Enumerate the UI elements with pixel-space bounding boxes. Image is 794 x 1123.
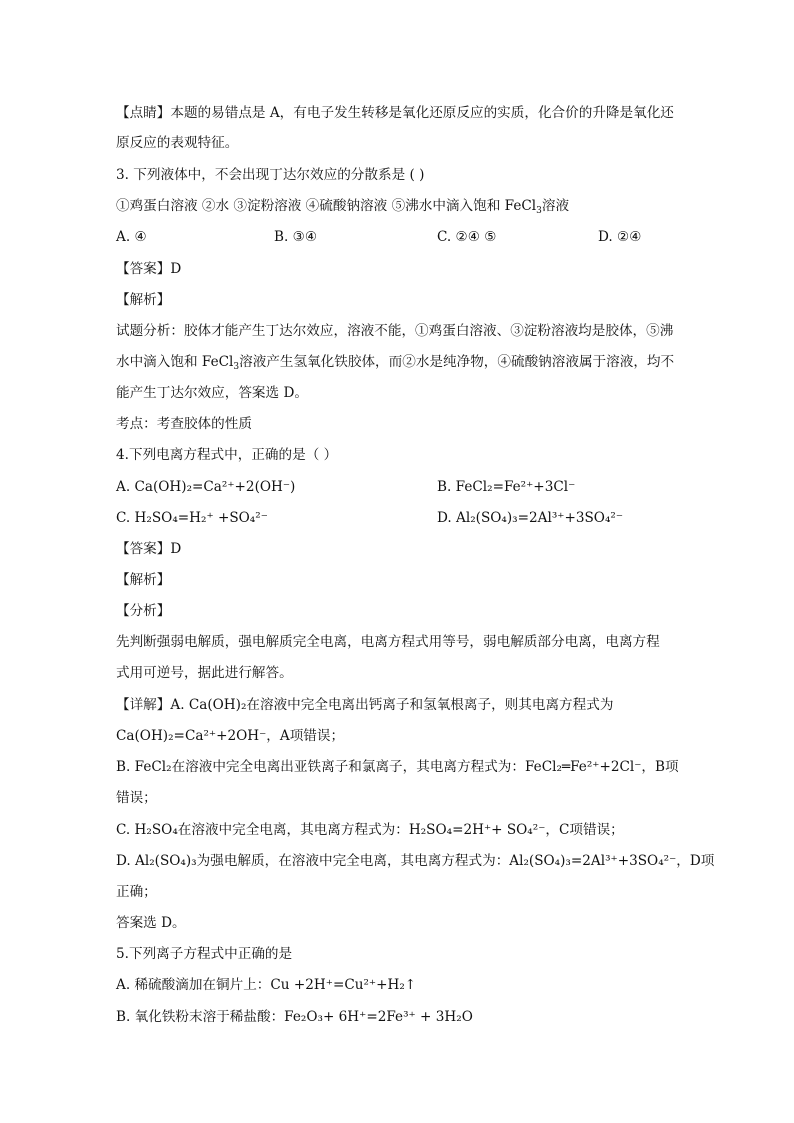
- q4-fenxi-label: 【分析】: [116, 603, 171, 619]
- q4-option-b: B. FeCl₂=Fe²⁺+3Cl⁻: [437, 479, 576, 495]
- q4-detail-7: 正确；: [116, 884, 157, 900]
- q3-analysis-2b: 溶液产生氢氧化铁胶体，而②水是纯净物，④硫酸钠溶液属于溶液，均不: [239, 354, 675, 370]
- q5-stem: 5.下列离子方程式中正确的是: [116, 946, 293, 962]
- q4-detail-text-1: A. Ca(OH)₂在溶液中完全电离出钙离子和氢氧根离子，则其电离方程式为: [170, 697, 614, 713]
- tip-label: 【点睛】: [116, 105, 171, 121]
- q4-option-c: C. H₂SO₄=H₂⁺ +SO₄²⁻: [116, 510, 268, 526]
- q4-detail-6: D. Al₂(SO₄)₃为强电解质，在溶液中完全电离，其电离方程式为：Al₂(SO₄)₃=2Al³⁺+3SO₄²⁻，D项: [116, 853, 715, 869]
- q3-analysis-1: 试题分析：胶体才能产生丁达尔效应，溶液不能，①鸡蛋白溶液、③淀粉溶液均是胶体，⑤沸: [116, 323, 674, 339]
- q3-analysis-2: [116, 352, 674, 377]
- q4-detail-8: 答案选 D。: [116, 915, 186, 931]
- tip-text-1: 本题的易错点是 A，有电子发生转移是氧化还原反应的实质，化合价的升降是氧化还: [170, 105, 674, 121]
- q3-items-sub: 3: [536, 206, 542, 216]
- q5-option-a: A. 稀硫酸滴加在铜片上：Cu +2H⁺=Cu²⁺+H₂↑: [116, 977, 417, 993]
- q4-option-d: D. Al₂(SO₄)₃=2Al³⁺+3SO₄²⁻: [437, 510, 624, 526]
- q3-items: [116, 196, 569, 221]
- q4-option-a: A. Ca(OH)₂=Ca²⁺+2(OH⁻): [116, 479, 296, 495]
- q4-fenxi-1: 先判断强弱电解质，强电解质完全电离，电离方程式用等号，弱电解质部分电离，电离方程: [116, 634, 660, 650]
- tip-line-1: [116, 103, 674, 123]
- q3-items-text: ①鸡蛋白溶液 ②水 ③淀粉溶液 ④硫酸钠溶液 ⑤沸水中滴入饱和 FeCl: [116, 198, 537, 214]
- q4-detail-label: 【详解】: [116, 697, 171, 713]
- q3-option-d: D. ②④: [598, 229, 642, 245]
- q3-stem: 3. 下列液体中，不会出现丁达尔效应的分散系是 ( ): [116, 167, 425, 183]
- q3-point: 考点：考查胶体的性质: [116, 416, 252, 432]
- q3-analysis-3: 能产生丁达尔效应，答案选 D。: [116, 385, 308, 401]
- q4-answer: 【答案】D: [116, 541, 182, 557]
- q3-answer: 【答案】D: [116, 261, 182, 277]
- q4-fenxi-2: 式用可逆号，据此进行解答。: [116, 665, 293, 681]
- q3-analysis-2-sub: 3: [233, 362, 240, 372]
- q3-items-tail: 溶液: [541, 198, 570, 214]
- q3-option-a: A. ④: [116, 229, 147, 245]
- q4-detail-4: 错误；: [116, 790, 157, 806]
- q4-detail-1: [116, 695, 613, 715]
- q3-analysis-label: 【解析】: [116, 292, 171, 308]
- q5-option-b: B. 氧化铁粉末溶于稀盐酸：Fe₂O₃+ 6H⁺=2Fe³⁺ + 3H₂O: [116, 1009, 473, 1025]
- q4-analysis-label: 【解析】: [116, 572, 171, 588]
- q3-option-c: C. ②④ ⑤: [437, 229, 497, 245]
- tip-line-2: 原反应的表观特征。: [116, 135, 239, 151]
- q4-detail-2: Ca(OH)₂=Ca²⁺+2OH⁻，A项错误；: [116, 728, 345, 744]
- q4-stem: 4.下列电离方程式中，正确的是（ ）: [116, 447, 338, 463]
- q3-analysis-2a: 水中滴入饱和 FeCl: [116, 354, 234, 370]
- q3-option-b: B. ③④: [274, 229, 318, 245]
- q4-detail-5: C. H₂SO₄在溶液中完全电离，其电离方程式为：H₂SO₄=2H⁺+ SO₄²⁻，C项错误；: [116, 822, 624, 838]
- q4-detail-3: B. FeCl₂在溶液中完全电离出亚铁离子和氯离子，其电离方程式为：FeCl₂═Fe²⁺+2Cl⁻，B项: [116, 759, 679, 775]
